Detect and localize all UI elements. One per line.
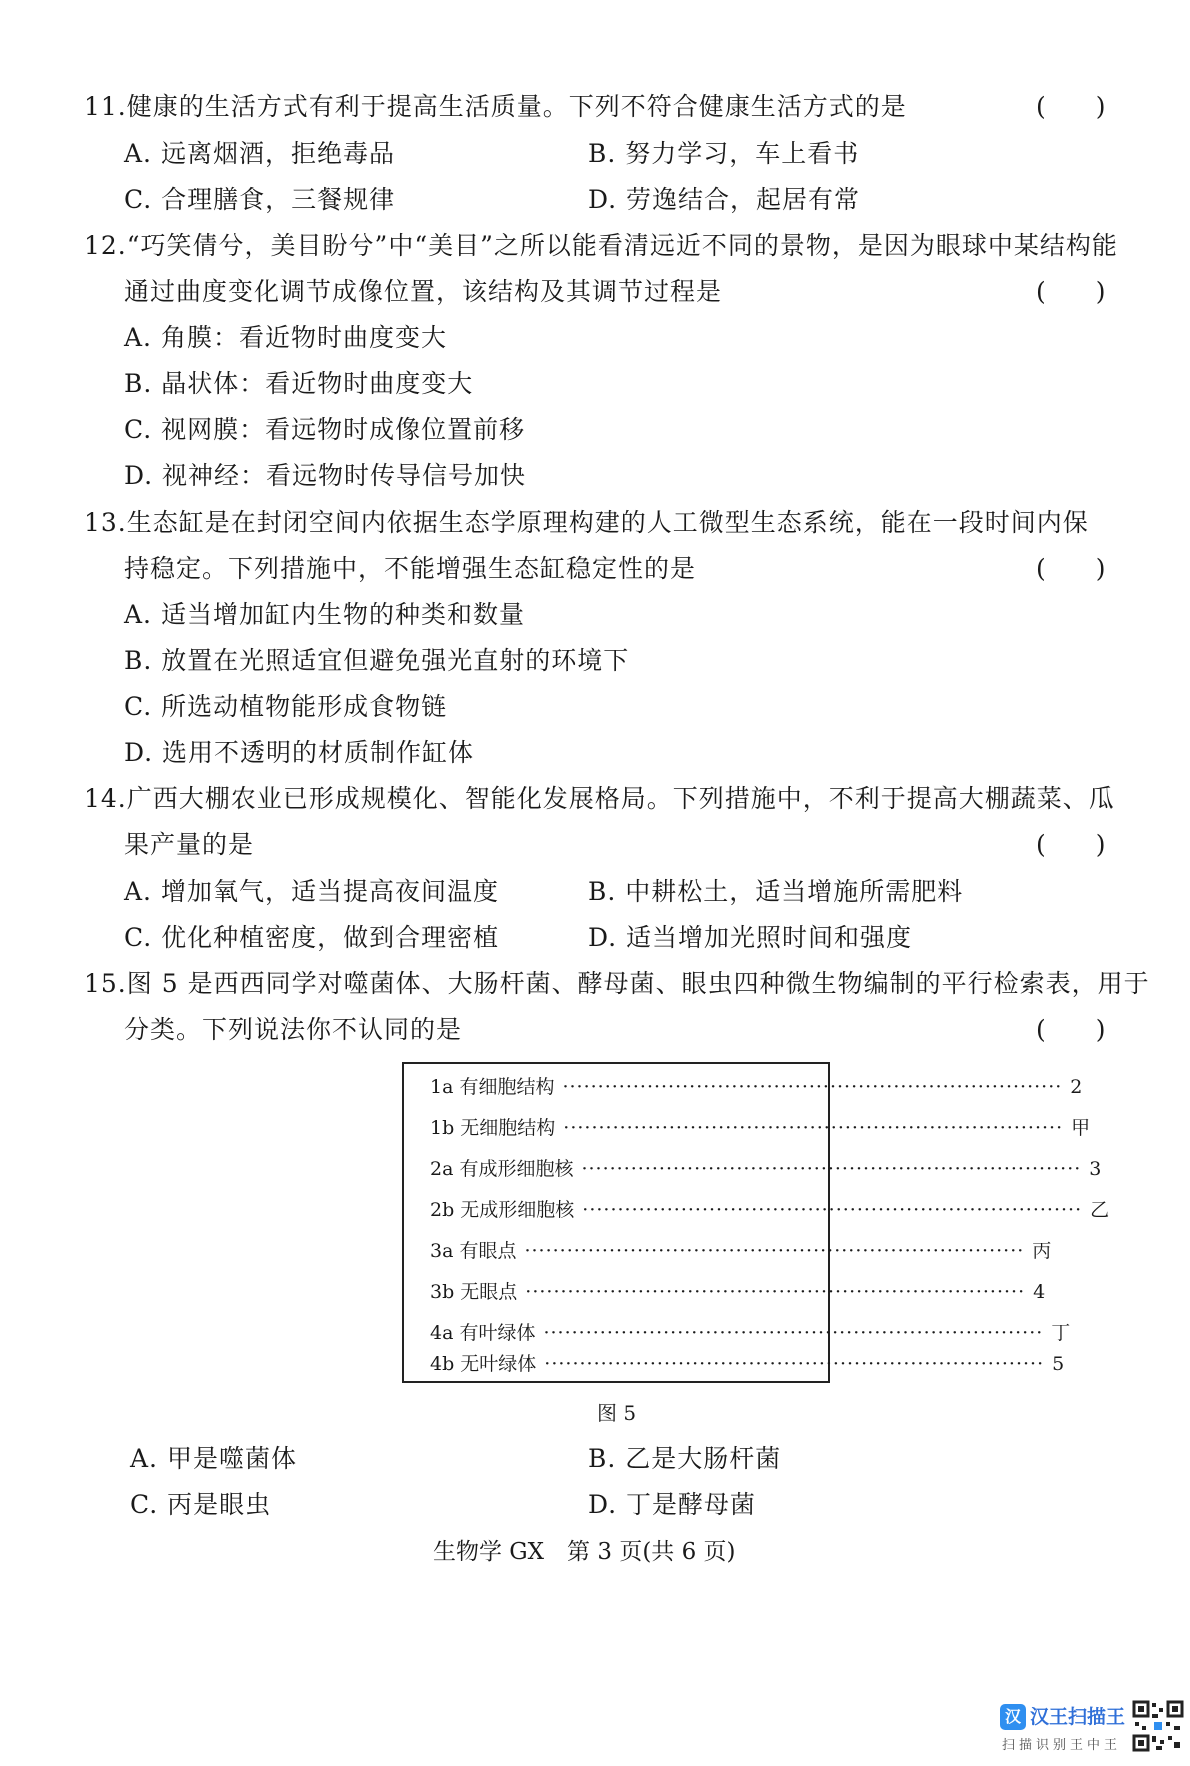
question-number: 13.: [84, 508, 127, 537]
option-b: B. 中耕松土，适当增施所需肥料: [588, 877, 964, 906]
key-target: 3: [1089, 1158, 1102, 1180]
leader-dots: ·······································································: [582, 1199, 1083, 1221]
option-b: B. 乙是大肠杆菌: [588, 1444, 782, 1473]
option-a: A. 甲是噬菌体: [130, 1444, 297, 1473]
key-code: 1b 无细胞结构: [430, 1117, 556, 1139]
question-15-stem: [84, 967, 1150, 1001]
stem-line: 图 5 是西西同学对噬菌体、大肠杆菌、酵母菌、眼虫四种微生物编制的平行检索表，用于: [126, 969, 1150, 998]
option-a: A. 远离烟酒，拒绝毒品: [124, 139, 395, 168]
leader-dots: ·······································································: [562, 1076, 1063, 1098]
answer-paren: ( ): [1036, 92, 1106, 121]
dichotomous-key-table: [402, 1062, 1110, 1383]
option-d: D. 适当增加光照时间和强度: [588, 923, 913, 952]
key-target: 丙: [1032, 1240, 1052, 1262]
option-d: D. 视神经：看远物时传导信号加快: [124, 461, 527, 490]
answer-paren: ( ): [1036, 830, 1106, 859]
leader-dots: ·······································································: [544, 1353, 1045, 1375]
key-code: 3b 无眼点: [430, 1281, 518, 1303]
key-target: 2: [1070, 1076, 1083, 1098]
key-code: 4a 有叶绿体: [430, 1322, 536, 1344]
option-b: B. 晶状体：看近物时曲度变大: [124, 369, 474, 398]
scanner-watermark: [1000, 1700, 1185, 1762]
option-d: D. 丁是酵母菌: [588, 1490, 757, 1519]
option-c: C. 优化种植密度，做到合理密植: [124, 923, 500, 952]
stem-line: 生态缸是在封闭空间内依据生态学原理构建的人工微型生态系统，能在一段时间内保: [126, 508, 1089, 537]
question-number: 12.: [84, 231, 127, 260]
option-a: A. 角膜：看近物时曲度变大: [124, 323, 447, 352]
stem-line: 通过曲度变化调节成像位置，该结构及其调节过程是: [124, 277, 723, 306]
leader-dots: ·······································································: [524, 1240, 1025, 1262]
question-number: 15.: [84, 969, 127, 998]
leader-dots: ·······································································: [581, 1158, 1082, 1180]
stem-line: 果产量的是: [124, 830, 255, 859]
option-a: A. 增加氧气，适当提高夜间温度: [124, 877, 499, 906]
option-a: A. 适当增加缸内生物的种类和数量: [124, 600, 525, 629]
watermark-brand: 汉王扫描王: [1030, 1706, 1126, 1728]
watermark-slogan: 扫描识别王中王: [1002, 1738, 1122, 1753]
option-c: C. 合理膳食，三餐规律: [124, 185, 396, 214]
scanner-logo-icon: 汉: [1000, 1704, 1026, 1730]
question-13-stem: [84, 506, 1089, 540]
key-row: [430, 1234, 1052, 1268]
stem-line: 分类。下列说法你不认同的是: [124, 1015, 463, 1044]
option-b: B. 放置在光照适宜但避免强光直射的环境下: [124, 646, 630, 675]
key-code: 3a 有眼点: [430, 1240, 517, 1262]
key-row: [430, 1152, 1102, 1186]
figure-caption: 图 5: [597, 1401, 637, 1425]
key-row: [430, 1316, 1071, 1350]
question-number: 14.: [84, 784, 127, 813]
leader-dots: ·······································································: [525, 1281, 1026, 1303]
key-target: 4: [1033, 1281, 1046, 1303]
option-b: B. 努力学习，车上看书: [588, 139, 860, 168]
option-d: D. 劳逸结合，起居有常: [588, 185, 861, 214]
answer-paren: ( ): [1036, 1015, 1106, 1044]
key-row: [430, 1070, 1083, 1104]
key-target: 甲: [1071, 1117, 1091, 1139]
key-row: [430, 1193, 1110, 1227]
answer-paren: ( ): [1036, 277, 1106, 306]
qr-code-icon: [1132, 1700, 1184, 1752]
key-code: 4b 无叶绿体: [430, 1353, 537, 1375]
question-number: 11.: [84, 92, 127, 121]
stem-line: 持稳定。下列措施中，不能增强生态缸稳定性的是: [124, 554, 697, 583]
question-14-stem: [84, 782, 1115, 816]
option-c: C. 视网膜：看远物时成像位置前移: [124, 415, 526, 444]
question-11-stem: [84, 90, 907, 124]
option-d: D. 选用不透明的材质制作缸体: [124, 738, 475, 767]
answer-paren: ( ): [1036, 554, 1106, 583]
option-c: C. 所选动植物能形成食物链: [124, 692, 448, 721]
question-12-stem: [84, 229, 1118, 263]
stem-line: 广西大棚农业已形成规模化、智能化发展格局。下列措施中，不利于提高大棚蔬菜、瓜: [126, 784, 1115, 813]
option-c: C. 丙是眼虫: [130, 1490, 272, 1519]
key-row: [430, 1347, 1065, 1381]
key-code: 2b 无成形细胞核: [430, 1199, 575, 1221]
key-code: 2a 有成形细胞核: [430, 1158, 574, 1180]
leader-dots: ·······································································: [543, 1322, 1044, 1344]
key-row: [430, 1275, 1046, 1309]
key-row: [430, 1111, 1091, 1145]
stem-line: “巧笑倩兮，美目盼兮”中“美目”之所以能看清远近不同的景物，是因为眼球中某结构能: [126, 231, 1118, 260]
stem-line: 健康的生活方式有利于提高生活质量。下列不符合健康生活方式的是: [126, 92, 907, 121]
key-target: 乙: [1090, 1199, 1110, 1221]
leader-dots: ·······································································: [563, 1117, 1064, 1139]
key-code: 1a 有细胞结构: [430, 1076, 555, 1098]
key-target: 丁: [1051, 1322, 1071, 1344]
page-footer: 生物学 GX 第 3 页(共 6 页): [433, 1539, 736, 1565]
key-target: 5: [1052, 1353, 1065, 1375]
